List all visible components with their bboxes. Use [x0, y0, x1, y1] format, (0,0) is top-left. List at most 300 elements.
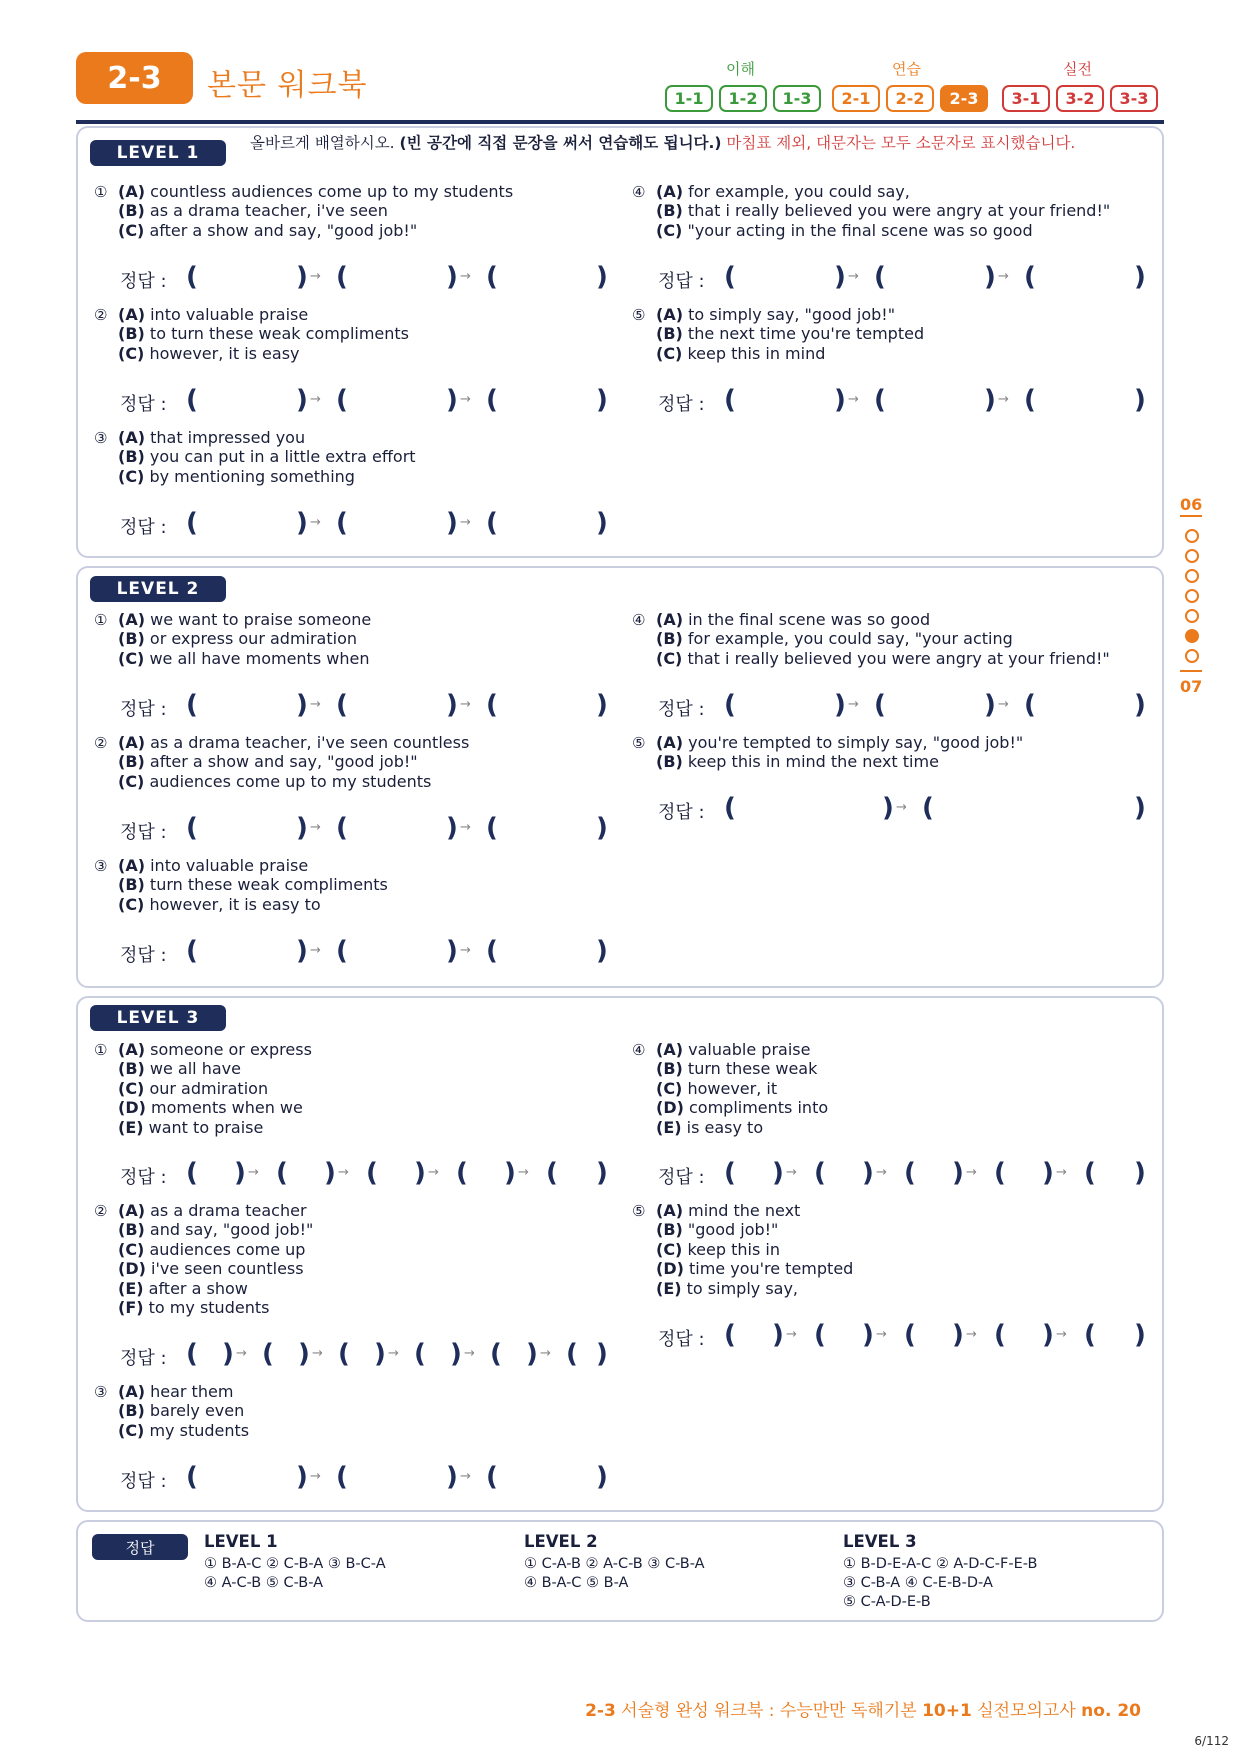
- tab-1-3[interactable]: 1-3: [773, 85, 821, 112]
- option-row: [656, 733, 1132, 752]
- answer-blank-close[interactable]: ): [1134, 690, 1146, 720]
- answer-key-line: ③ C-B-A ④ C-E-B-D-A: [843, 1575, 993, 1591]
- option-letter: (C): [656, 220, 683, 240]
- answer-blank-open[interactable]: (: [486, 385, 498, 415]
- option-letter: (A): [118, 1382, 146, 1401]
- option-text: keep this in mind the next time: [682, 752, 939, 772]
- option-text: as a drama teacher: [145, 1201, 307, 1220]
- instruction-note: 마침표 제외, 대문자는 모두 소문자로 표시했습니다.: [721, 134, 1076, 152]
- answer-blank-open[interactable]: (: [486, 936, 498, 966]
- footer-title: 서술형 완성 워크북 : 수능만만 독해기본: [615, 1701, 923, 1721]
- answer-blank-close[interactable]: ): [324, 1158, 336, 1188]
- answer-blank-close[interactable]: ): [222, 1339, 234, 1369]
- answer-blank-open[interactable]: (: [724, 1320, 736, 1350]
- option-row: [656, 305, 1132, 324]
- answer-blank-close[interactable]: ): [296, 385, 308, 415]
- answer-blank-close[interactable]: ): [596, 813, 608, 843]
- answer-blank-open[interactable]: (: [186, 813, 198, 843]
- answer-label: 정답 :: [658, 699, 705, 720]
- option-text: moments when we: [145, 1098, 303, 1118]
- answer-blank-close[interactable]: ): [984, 690, 996, 720]
- option-letter: (E): [656, 1117, 682, 1137]
- answer-row[interactable]: [658, 1322, 1198, 1352]
- answer-blank-open[interactable]: (: [186, 1462, 198, 1492]
- tab-2-3[interactable]: 2-3: [940, 85, 988, 112]
- option-row: [118, 1259, 594, 1278]
- answer-blank-open[interactable]: (: [486, 813, 498, 843]
- answer-key-badge: 정답: [92, 1534, 188, 1560]
- answer-blank-open[interactable]: (: [724, 385, 736, 415]
- option-row: [118, 649, 594, 668]
- question-number: ②: [94, 734, 108, 752]
- answer-blank-open[interactable]: (: [338, 1339, 350, 1369]
- answer-blank-close[interactable]: ): [446, 385, 458, 415]
- arrow-icon: →: [998, 697, 1009, 712]
- answer-blank-open[interactable]: (: [186, 385, 198, 415]
- answer-blank-open[interactable]: (: [262, 1339, 274, 1369]
- answer-blank-open[interactable]: (: [724, 690, 736, 720]
- question-number: ②: [94, 1202, 108, 1220]
- option-row: [656, 201, 1132, 220]
- question-number: ①: [94, 183, 108, 201]
- option-row: [118, 182, 594, 201]
- answer-blank-close[interactable]: ): [596, 1158, 608, 1188]
- answer-row[interactable]: [658, 387, 1198, 417]
- answer-key-line: ⑤ C-A-D-E-B: [843, 1594, 931, 1610]
- answer-blank-close[interactable]: ): [834, 385, 846, 415]
- answer-blank-close[interactable]: ): [298, 1339, 310, 1369]
- option-text: we all have: [144, 1059, 241, 1079]
- answer-blank-close[interactable]: ): [296, 1462, 308, 1492]
- arrow-icon: →: [460, 820, 471, 835]
- option-row: [656, 629, 1132, 648]
- answer-row[interactable]: [120, 815, 660, 845]
- option-text: we all have moments when: [144, 648, 370, 668]
- arrow-icon: →: [460, 515, 471, 530]
- arrow-icon: →: [464, 1346, 475, 1361]
- arrow-icon: →: [236, 1346, 247, 1361]
- option-text: for example, you could say, "your acting: [682, 629, 1013, 649]
- footer-unit: 2-3: [585, 1701, 616, 1721]
- answer-blank-open[interactable]: (: [336, 936, 348, 966]
- option-text: into valuable praise: [145, 305, 309, 324]
- answer-blank-close[interactable]: ): [504, 1158, 516, 1188]
- option-text: is easy to: [681, 1117, 764, 1137]
- option-row: [118, 1040, 594, 1059]
- answer-blank-open[interactable]: (: [276, 1158, 288, 1188]
- arrow-icon: →: [310, 269, 321, 284]
- answer-key-line: ④ B-A-C ⑤ B-A: [524, 1575, 629, 1591]
- question-item: [632, 305, 1132, 363]
- option-row: [118, 324, 594, 343]
- option-text: hear them: [145, 1382, 234, 1401]
- answer-row[interactable]: [120, 264, 660, 294]
- answer-label: 정답 :: [120, 1471, 167, 1492]
- side-dot: [1185, 569, 1199, 583]
- option-text: we want to praise someone: [145, 610, 372, 629]
- answer-blank-close[interactable]: ): [1134, 1158, 1146, 1188]
- answer-label: 정답 :: [658, 1329, 705, 1350]
- answer-blank-close[interactable]: ): [296, 690, 308, 720]
- answer-blank-open[interactable]: (: [366, 1158, 378, 1188]
- question-number: ③: [94, 1383, 108, 1401]
- option-letter: (A): [656, 305, 684, 324]
- option-row: [118, 447, 594, 466]
- answer-blank-close[interactable]: ): [596, 690, 608, 720]
- answer-blank-open[interactable]: (: [336, 690, 348, 720]
- option-letter: (B): [118, 324, 145, 344]
- answer-blank-close[interactable]: ): [526, 1339, 538, 1369]
- answer-blank-open[interactable]: (: [186, 690, 198, 720]
- answer-blank-close[interactable]: ): [1042, 1320, 1054, 1350]
- tab-3-3[interactable]: 3-3: [1110, 85, 1158, 112]
- question-item: [94, 1040, 594, 1137]
- arrow-icon: →: [1056, 1165, 1067, 1180]
- answer-blank-open[interactable]: (: [1024, 690, 1036, 720]
- answer-blank-close[interactable]: ): [296, 262, 308, 292]
- option-row: [656, 221, 1132, 240]
- header-rule: [76, 120, 1164, 124]
- answer-blank-open[interactable]: (: [1084, 1320, 1096, 1350]
- tab-1-1[interactable]: 1-1: [665, 85, 713, 112]
- answer-blank-close[interactable]: ): [446, 1462, 458, 1492]
- arrow-icon: →: [460, 269, 471, 284]
- question-number: ①: [94, 1041, 108, 1059]
- option-text: turn these weak compliments: [144, 875, 388, 895]
- option-text: however, it is easy: [144, 343, 300, 363]
- option-letter: (B): [118, 1059, 145, 1079]
- group-label-exam: 실전: [1063, 60, 1092, 78]
- option-row: [118, 1220, 594, 1239]
- side-dot: [1185, 549, 1199, 563]
- option-text: into valuable praise: [145, 856, 309, 875]
- answer-blank-close[interactable]: ): [596, 508, 608, 538]
- option-row: [118, 1279, 594, 1298]
- instruction-paren: (빈 공간에 직접 문장을 써서 연습해도 됩니다.): [399, 134, 722, 152]
- answer-blank-open[interactable]: (: [1024, 385, 1036, 415]
- tab-2-2[interactable]: 2-2: [886, 85, 934, 112]
- option-letter: (C): [118, 220, 145, 240]
- answer-row[interactable]: [658, 1160, 1198, 1190]
- answer-blank-close[interactable]: ): [446, 690, 458, 720]
- option-letter: (E): [656, 1278, 682, 1298]
- answer-blank-open[interactable]: (: [546, 1158, 558, 1188]
- option-row: [118, 610, 594, 629]
- answer-blank-close[interactable]: ): [596, 1339, 608, 1369]
- option-letter: (C): [118, 1078, 145, 1098]
- option-letter: (C): [118, 894, 145, 914]
- option-letter: (F): [118, 1298, 144, 1318]
- answer-blank-close[interactable]: ): [1042, 1158, 1054, 1188]
- answer-blank-open[interactable]: (: [904, 1320, 916, 1350]
- option-row: [656, 1040, 1132, 1059]
- answer-row[interactable]: [658, 264, 1198, 294]
- answer-blank-close[interactable]: ): [296, 813, 308, 843]
- answer-blank-open[interactable]: (: [186, 936, 198, 966]
- answer-blank-close[interactable]: ): [772, 1158, 784, 1188]
- answer-blank-close[interactable]: ): [446, 813, 458, 843]
- option-text: want to praise: [143, 1117, 264, 1137]
- arrow-icon: →: [310, 697, 321, 712]
- arrow-icon: →: [848, 392, 859, 407]
- option-letter: (B): [656, 752, 683, 772]
- question-number: ④: [632, 1041, 646, 1059]
- option-letter: (B): [118, 201, 145, 221]
- option-letter: (A): [118, 610, 146, 629]
- answer-key-heading: LEVEL 2: [524, 1532, 598, 1551]
- option-letter: (A): [118, 1040, 146, 1059]
- level1-badge: LEVEL 1: [90, 140, 226, 166]
- option-row: [656, 1079, 1132, 1098]
- option-text: however, it: [682, 1078, 778, 1098]
- option-letter: (A): [118, 182, 146, 201]
- question-item: [632, 1040, 1132, 1137]
- option-row: [118, 1401, 594, 1420]
- question-item: [632, 610, 1132, 668]
- answer-blank-close[interactable]: ): [446, 936, 458, 966]
- answer-label: 정답 :: [120, 945, 167, 966]
- option-text: and say, "good job!": [144, 1220, 314, 1240]
- option-text: valuable praise: [683, 1040, 811, 1059]
- answer-blank-open[interactable]: (: [336, 262, 348, 292]
- answer-row[interactable]: [120, 510, 660, 540]
- answer-row[interactable]: [120, 1464, 660, 1494]
- footer-text: [585, 1696, 1141, 1721]
- answer-blank-close[interactable]: ): [374, 1339, 386, 1369]
- answer-blank-open[interactable]: (: [456, 1158, 468, 1188]
- answer-blank-open[interactable]: (: [186, 262, 198, 292]
- answer-blank-open[interactable]: (: [336, 1462, 348, 1492]
- option-text: countless audiences come up to my students: [145, 182, 514, 201]
- question-item: [94, 856, 594, 914]
- option-letter: (D): [118, 1259, 146, 1279]
- answer-row[interactable]: [120, 692, 660, 722]
- option-text: "good job!": [682, 1220, 779, 1240]
- answer-blank-open[interactable]: (: [874, 262, 886, 292]
- question-item: [632, 733, 1132, 772]
- option-letter: (B): [118, 1401, 145, 1421]
- answer-blank-close[interactable]: ): [296, 936, 308, 966]
- question-number: ⑤: [632, 306, 646, 324]
- option-row: [118, 733, 594, 752]
- answer-blank-close[interactable]: ): [596, 262, 608, 292]
- answer-blank-close[interactable]: ): [450, 1339, 462, 1369]
- option-letter: (C): [118, 343, 145, 363]
- answer-blank-close[interactable]: ): [772, 1320, 784, 1350]
- arrow-icon: →: [848, 269, 859, 284]
- answer-blank-open[interactable]: (: [904, 1158, 916, 1188]
- answer-row[interactable]: [658, 795, 1198, 825]
- side-rule-bottom: [1180, 670, 1202, 672]
- option-letter: (E): [118, 1117, 144, 1137]
- answer-blank-close[interactable]: ): [862, 1320, 874, 1350]
- answer-label: 정답 :: [658, 802, 705, 823]
- option-text: keep this in: [682, 1239, 780, 1259]
- tab-1-2[interactable]: 1-2: [719, 85, 767, 112]
- answer-blank-open[interactable]: (: [186, 1158, 198, 1188]
- answer-blank-close[interactable]: ): [596, 1462, 608, 1492]
- answer-blank-open[interactable]: (: [186, 1339, 198, 1369]
- option-text: time you're tempted: [683, 1259, 854, 1279]
- option-row: [118, 772, 594, 791]
- answer-blank-open[interactable]: (: [994, 1158, 1006, 1188]
- answer-blank-close[interactable]: ): [862, 1158, 874, 1188]
- answer-row[interactable]: [658, 692, 1198, 722]
- answer-label: 정답 :: [120, 822, 167, 843]
- question-number: ⑤: [632, 734, 646, 752]
- answer-blank-close[interactable]: ): [1134, 793, 1146, 823]
- answer-blank-close[interactable]: ): [234, 1158, 246, 1188]
- answer-blank-close[interactable]: ): [952, 1320, 964, 1350]
- arrow-icon: →: [998, 392, 1009, 407]
- answer-blank-open[interactable]: (: [486, 508, 498, 538]
- answer-blank-close[interactable]: ): [296, 508, 308, 538]
- answer-label: 정답 :: [120, 517, 167, 538]
- option-letter: (A): [656, 610, 684, 629]
- option-letter: (D): [118, 1098, 146, 1118]
- option-letter: (B): [656, 201, 683, 221]
- answer-blank-open[interactable]: (: [724, 262, 736, 292]
- option-letter: (B): [656, 629, 683, 649]
- answer-blank-open[interactable]: (: [724, 793, 736, 823]
- option-letter: (B): [656, 324, 683, 344]
- answer-key-line: ① C-A-B ② A-C-B ③ C-B-A: [524, 1556, 705, 1572]
- answer-blank-open[interactable]: (: [490, 1339, 502, 1369]
- option-row: [118, 344, 594, 363]
- level3-badge: LEVEL 3: [90, 1005, 226, 1031]
- answer-blank-open[interactable]: (: [486, 1462, 498, 1492]
- option-row: [656, 649, 1132, 668]
- option-row: [656, 324, 1132, 343]
- option-text: you can put in a little extra effort: [144, 447, 416, 467]
- option-row: [656, 610, 1132, 629]
- answer-blank-open[interactable]: (: [814, 1158, 826, 1188]
- arrow-icon: →: [460, 943, 471, 958]
- answer-blank-open[interactable]: (: [336, 508, 348, 538]
- answer-label: 정답 :: [658, 271, 705, 292]
- answer-blank-open[interactable]: (: [814, 1320, 826, 1350]
- option-row: [118, 428, 594, 447]
- option-row: [656, 752, 1132, 771]
- answer-blank-open[interactable]: (: [874, 385, 886, 415]
- arrow-icon: →: [540, 1346, 551, 1361]
- answer-blank-open[interactable]: (: [414, 1339, 426, 1369]
- option-row: [118, 1382, 594, 1401]
- option-letter: (B): [118, 875, 145, 895]
- answer-blank-close[interactable]: ): [1134, 385, 1146, 415]
- answer-blank-open[interactable]: (: [994, 1320, 1006, 1350]
- question-number: ⑤: [632, 1202, 646, 1220]
- option-text: that i really believed you were angry at your friend!": [682, 201, 1111, 221]
- option-text: to turn these weak compliments: [144, 324, 410, 344]
- arrow-icon: →: [310, 820, 321, 835]
- side-dot: [1185, 589, 1199, 603]
- option-row: [118, 1098, 594, 1117]
- arrow-icon: →: [248, 1165, 259, 1180]
- answer-blank-close[interactable]: ): [834, 690, 846, 720]
- arrow-icon: →: [1056, 1327, 1067, 1342]
- option-text: to simply say, "good job!": [683, 305, 896, 324]
- option-row: [656, 1118, 1132, 1137]
- option-row: [118, 629, 594, 648]
- answer-blank-close[interactable]: ): [446, 262, 458, 292]
- answer-label: 정답 :: [120, 699, 167, 720]
- option-row: [656, 1240, 1132, 1259]
- answer-key-level1: [204, 1532, 504, 1593]
- group-label-practice: 연습: [892, 60, 921, 78]
- option-letter: (A): [118, 733, 146, 752]
- answer-row[interactable]: [120, 1160, 660, 1190]
- answer-row[interactable]: [120, 938, 660, 968]
- option-row: [656, 1279, 1132, 1298]
- answer-blank-close[interactable]: ): [414, 1158, 426, 1188]
- answer-blank-open[interactable]: (: [336, 813, 348, 843]
- option-text: however, it is easy to: [144, 894, 321, 914]
- answer-row[interactable]: [120, 387, 660, 417]
- answer-blank-close[interactable]: ): [446, 508, 458, 538]
- option-text: keep this in mind: [682, 343, 826, 363]
- option-text: to my students: [143, 1298, 270, 1318]
- option-row: [118, 1118, 594, 1137]
- option-text: the next time you're tempted: [682, 324, 925, 344]
- answer-blank-open[interactable]: (: [336, 385, 348, 415]
- answer-blank-close[interactable]: ): [596, 385, 608, 415]
- answer-blank-open[interactable]: (: [486, 690, 498, 720]
- question-number: ④: [632, 611, 646, 629]
- answer-key-heading: LEVEL 3: [843, 1532, 917, 1551]
- side-dot: [1185, 609, 1199, 623]
- unit-badge: 2-3: [76, 52, 193, 104]
- answer-blank-open[interactable]: (: [874, 690, 886, 720]
- answer-blank-close[interactable]: ): [984, 262, 996, 292]
- answer-blank-open[interactable]: (: [186, 508, 198, 538]
- arrow-icon: →: [876, 1327, 887, 1342]
- answer-blank-close[interactable]: ): [984, 385, 996, 415]
- tab-2-1[interactable]: 2-1: [832, 85, 880, 112]
- level2-badge: LEVEL 2: [90, 576, 226, 602]
- answer-row[interactable]: [120, 1341, 660, 1371]
- arrow-icon: →: [310, 515, 321, 530]
- answer-blank-close[interactable]: ): [1134, 262, 1146, 292]
- answer-blank-close[interactable]: ): [1134, 1320, 1146, 1350]
- tab-3-1[interactable]: 3-1: [1002, 85, 1050, 112]
- option-row: [118, 201, 594, 220]
- option-text: turn these weak: [682, 1059, 818, 1079]
- option-text: barely even: [144, 1401, 245, 1421]
- answer-blank-close[interactable]: ): [952, 1158, 964, 1188]
- tab-3-2[interactable]: 3-2: [1056, 85, 1104, 112]
- answer-blank-open[interactable]: (: [922, 793, 934, 823]
- option-letter: (C): [656, 1078, 683, 1098]
- answer-blank-close[interactable]: ): [596, 936, 608, 966]
- answer-blank-open[interactable]: (: [566, 1339, 578, 1369]
- option-letter: (B): [656, 1220, 683, 1240]
- answer-key-level2: [524, 1532, 824, 1593]
- page-title: 본문 워크북: [207, 68, 368, 103]
- option-text: that impressed you: [145, 428, 306, 447]
- answer-blank-close[interactable]: ): [882, 793, 894, 823]
- answer-blank-open[interactable]: (: [1024, 262, 1036, 292]
- option-letter: (A): [118, 305, 146, 324]
- answer-blank-open[interactable]: (: [1084, 1158, 1096, 1188]
- option-letter: (B): [118, 447, 145, 467]
- arrow-icon: →: [460, 1469, 471, 1484]
- question-item: [632, 182, 1132, 240]
- answer-blank-close[interactable]: ): [834, 262, 846, 292]
- question-item: [94, 305, 594, 363]
- answer-blank-open[interactable]: (: [724, 1158, 736, 1188]
- answer-blank-open[interactable]: (: [486, 262, 498, 292]
